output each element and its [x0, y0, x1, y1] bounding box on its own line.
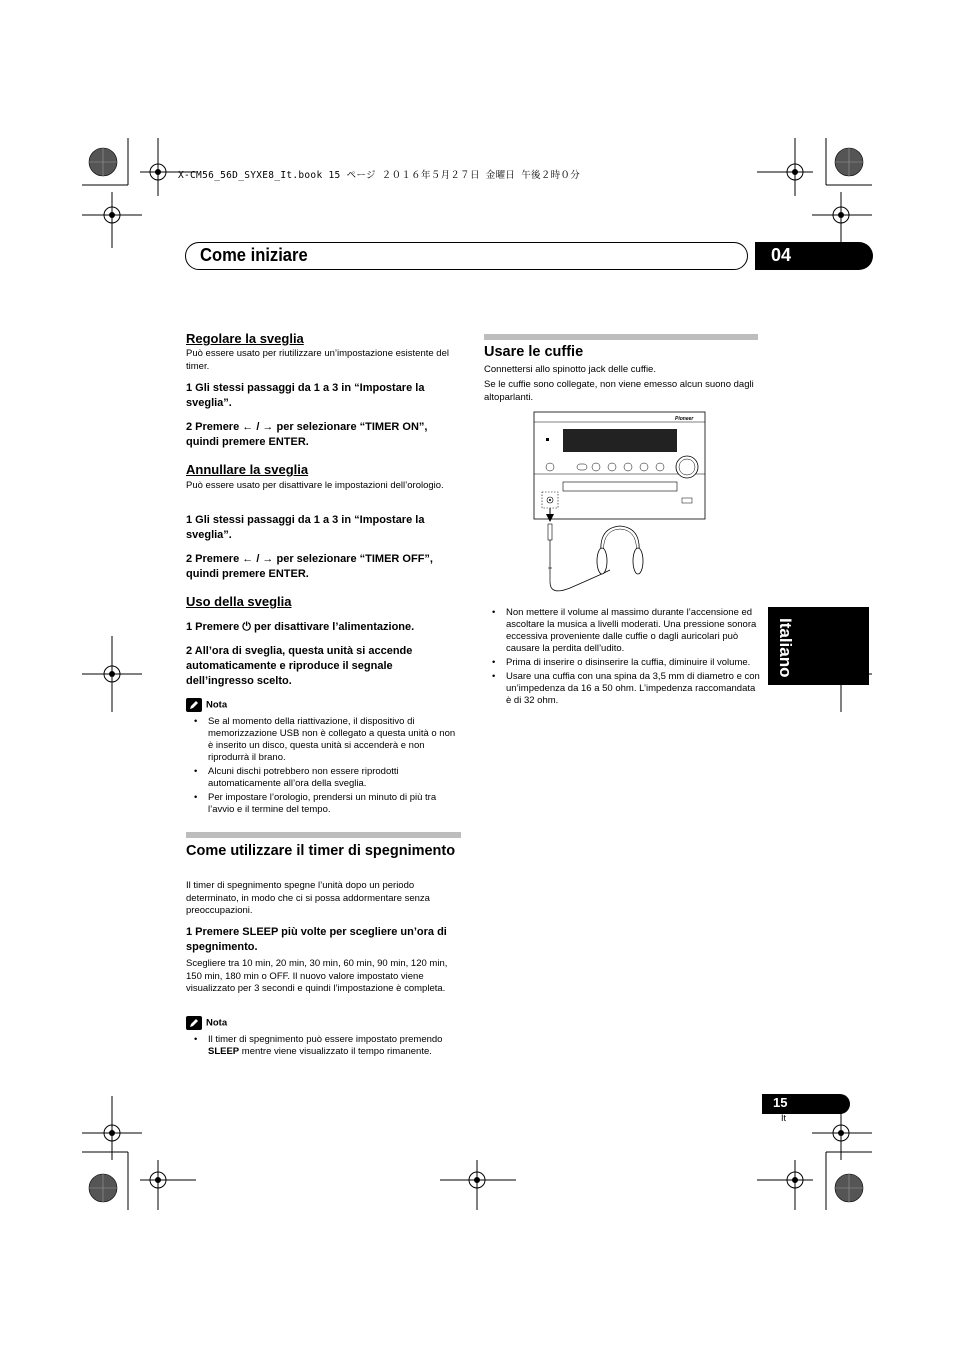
section-divider-bar — [484, 334, 758, 340]
note-text-bold: SLEEP — [208, 1046, 240, 1057]
step-1-timer: 1 Premere SLEEP più volte per scegliere un’ora di spegnimento. — [186, 926, 447, 953]
headphones-connection-illustration — [530, 410, 710, 600]
list-item: • Usare una cuffia con una spina da 3,5 mm di diametro e con un’impedenza da 16 a 50 ohm. L’impedenza raccomandata è di 32 ohm. — [484, 671, 760, 707]
step-2-regolare: 2 Premere ← / → per selezionare “TIMER ON”, quindi premere ENTER. — [186, 421, 428, 448]
note-pencil-icon — [186, 698, 202, 712]
note-item-sleep — [186, 1034, 462, 1058]
step-1-regolare: 1 Gli stessi passaggi da 1 a 3 in “Impostare la sveglia”. — [186, 382, 425, 409]
section-heading-uso: Uso della sveglia — [186, 594, 292, 609]
section-intro-regolare: Può essere usato per riutilizzare un’impostazione esistente del timer. — [186, 348, 449, 372]
chapter-number: 04 — [771, 245, 792, 265]
list-item: • Se al momento della riattivazione, il dispositivo di memorizzazione USB non è collegato a questa unità o non è inserito un disco, questa unità si accenderà e non riprodurrà il brano. — [186, 716, 462, 764]
list-item: • Per impostare l’orologio, prendersi un minuto di più tra l’avvio e il termine del tempo. — [186, 792, 462, 816]
language-tab-label: Italiano — [776, 618, 795, 678]
note-pencil-icon — [186, 1016, 202, 1030]
note-list-1 — [186, 716, 462, 816]
section-heading-cuffie: Usare le cuffie — [484, 344, 584, 360]
note-text: Il timer di spegnimento può essere impostato premendo — [208, 1034, 443, 1045]
safety-list — [484, 607, 760, 707]
section-intro-timer: Il timer di spegnimento spegne l’unità dopo un periodo determinato, in modo che ci si possa addormentare senza preoccupazioni. — [186, 880, 430, 916]
note-text: mentre viene visualizzato il tempo rimanente. — [239, 1046, 432, 1057]
note-label-text: Nota — [206, 1017, 228, 1029]
book-file-header: X-CM56_56D_SYXE8_It.book 15 ページ ２０１６年５月２７日 金曜日 午後２時０分 — [178, 170, 581, 181]
page-language-code: It — [781, 1113, 787, 1123]
list-item: • Prima di inserire o disinserire la cuffia, diminuire il volume. — [484, 657, 760, 669]
list-item: • Alcuni dischi potrebbero non essere riprodotti automaticamente all’ora della sveglia. — [186, 766, 462, 790]
svg-text:Pioneer: Pioneer — [675, 416, 694, 422]
section-intro-annullare: Può essere usato per disattivare le impostazioni dell’orologio. — [186, 480, 444, 491]
section-heading-annullare: Annullare la sveglia — [186, 462, 309, 477]
list-item: • Non mettere il volume al massimo durante l’accensione ed ascoltare la musica a livelli moderati. Una pressione sonora eccessiva proveniente dalle cuffie o dagli auricolari può causare la perdita dell’udito. — [484, 607, 760, 655]
note-label-text: Nota — [206, 699, 228, 711]
paragraph-speakers: Se le cuffie sono collegate, non viene emesso alcun suono dagli altoparlanti. — [484, 379, 754, 403]
page-number: 15 — [773, 1095, 788, 1110]
section-divider-bar — [186, 832, 461, 838]
note-label-1 — [186, 698, 227, 712]
paragraph-connect: Connettersi allo spinotto jack delle cuffie. — [484, 364, 656, 375]
section-heading-regolare: Regolare la sveglia — [186, 331, 304, 346]
note-label-2 — [186, 1016, 227, 1030]
section-heading-timer: Come utilizzare il timer di spegnimento — [186, 843, 456, 859]
step-1-uso: 1 Premere ⏻ per disattivare l’alimentazione. — [186, 621, 415, 633]
step-2-annullare: 2 Premere ← / → per selezionare “TIMER OFF”, quindi premere ENTER. — [186, 553, 433, 580]
step-1-annullare: 1 Gli stessi passaggi da 1 a 3 in “Impostare la sveglia”. — [186, 514, 425, 541]
step-2-uso: 2 All’ora di sveglia, questa unità si accende automaticamente e riproduce il segnale dell’ingresso scelto. — [186, 645, 413, 687]
step-1-timer-detail: Scegliere tra 10 min, 20 min, 30 min, 60 min, 90 min, 120 min, 150 min, 180 min o OFF. Il nuovo valore impostato viene visualizzato per 3 secondi e quindi l’impostazione è completa. — [186, 958, 448, 994]
chapter-title: Come iniziare — [200, 245, 308, 265]
